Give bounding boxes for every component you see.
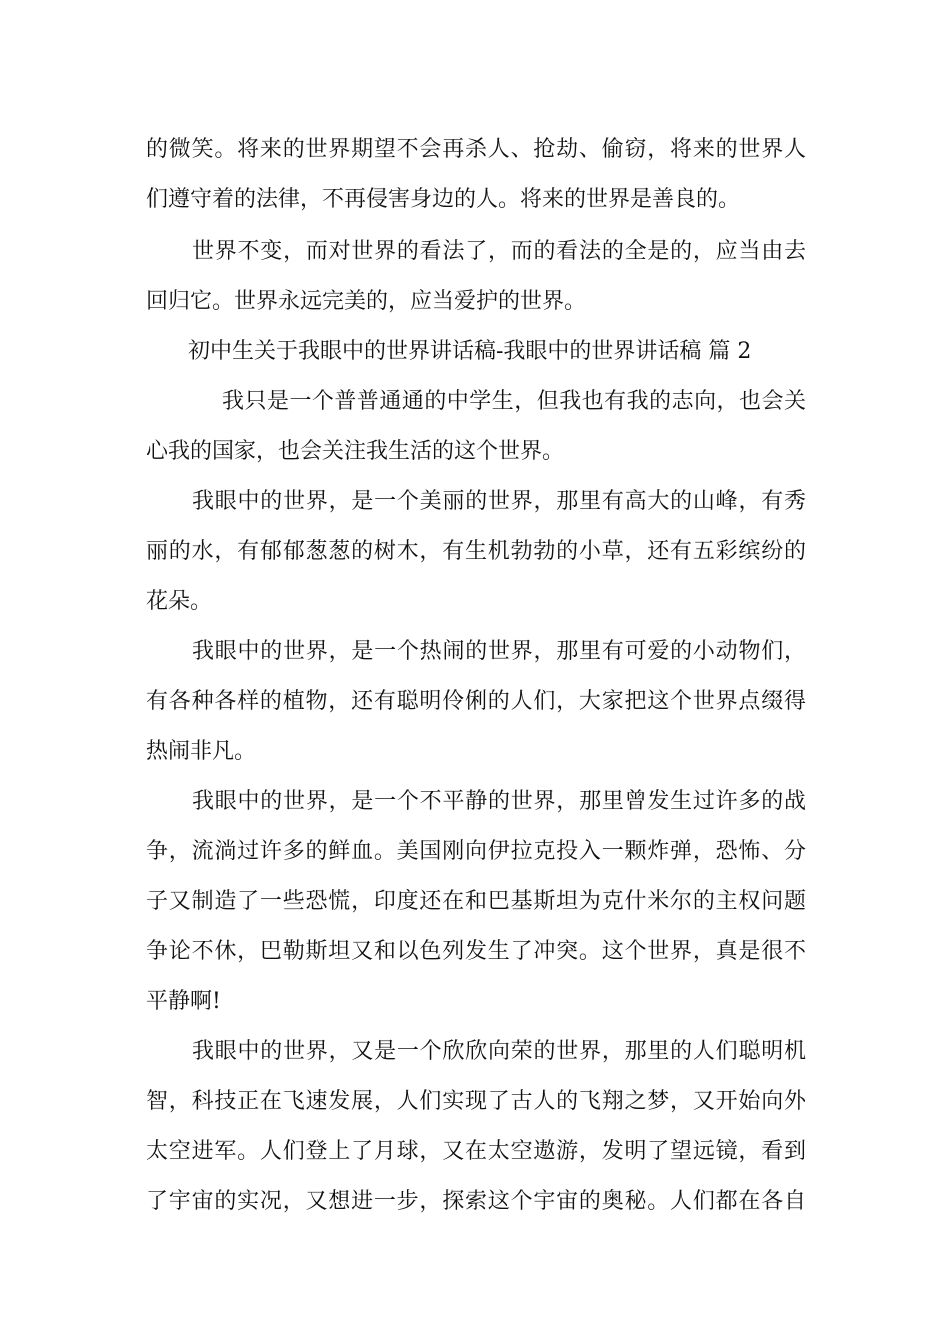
text-line: 我眼中的世界，是一个美丽的世界，那里有高大的山峰，有秀 [192,489,806,514]
text-line: 花朵。 [146,589,213,614]
section-heading: 初中生关于我眼中的世界讲话稿-我眼中的世界讲话稿 篇 2 [188,339,752,364]
text-line: 了宇宙的实况，又想进一步，探索这个宇宙的奥秘。人们都在各自 [146,1189,806,1214]
text-line: 我眼中的世界，又是一个欣欣向荣的世界，那里的人们聪明机 [192,1039,806,1064]
text-line: 争论不休，巴勒斯坦又和以色列发生了冲突。这个世界，真是很不 [146,939,806,964]
text-line: 的微笑。将来的世界期望不会再杀人、抢劫、偷窃，将来的世界人 [146,137,806,162]
text-line: 我眼中的世界，是一个不平静的世界，那里曾发生过许多的战 [192,789,806,814]
text-line: 世界不变，而对世界的看法了，而的看法的全是的，应当由去 [192,239,806,264]
text-line: 我眼中的世界，是一个热闹的世界，那里有可爱的小动物们， [192,639,806,664]
text-line: 心我的国家，也会关注我生活的这个世界。 [146,439,565,464]
text-line: 子又制造了一些恐慌，印度还在和巴基斯坦为克什米尔的主权问题 [146,889,806,914]
text-line: 智，科技正在飞速发展，人们实现了古人的飞翔之梦，又开始向外 [146,1089,806,1114]
text-line: 争，流淌过许多的鲜血。美国刚向伊拉克投入一颗炸弹，恐怖、分 [146,839,806,864]
text-line: 们遵守着的法律，不再侵害身边的人。将来的世界是善良的。 [146,187,741,212]
text-line: 太空进军。人们登上了月球，又在太空遨游，发明了望远镜，看到 [146,1139,806,1164]
text-line: 回归它。世界永远完美的，应当爱护的世界。 [146,289,587,314]
text-line: 丽的水，有郁郁葱葱的树木，有生机勃勃的小草，还有五彩缤纷的 [146,539,806,564]
text-line: 平静啊! [146,989,221,1014]
text-line: 我只是一个普普通通的中学生，但我也有我的志向，也会关 [222,389,806,414]
text-line: 热闹非凡。 [146,739,257,764]
text-line: 有各种各样的植物，还有聪明伶俐的人们，大家把这个世界点缀得 [146,689,806,714]
